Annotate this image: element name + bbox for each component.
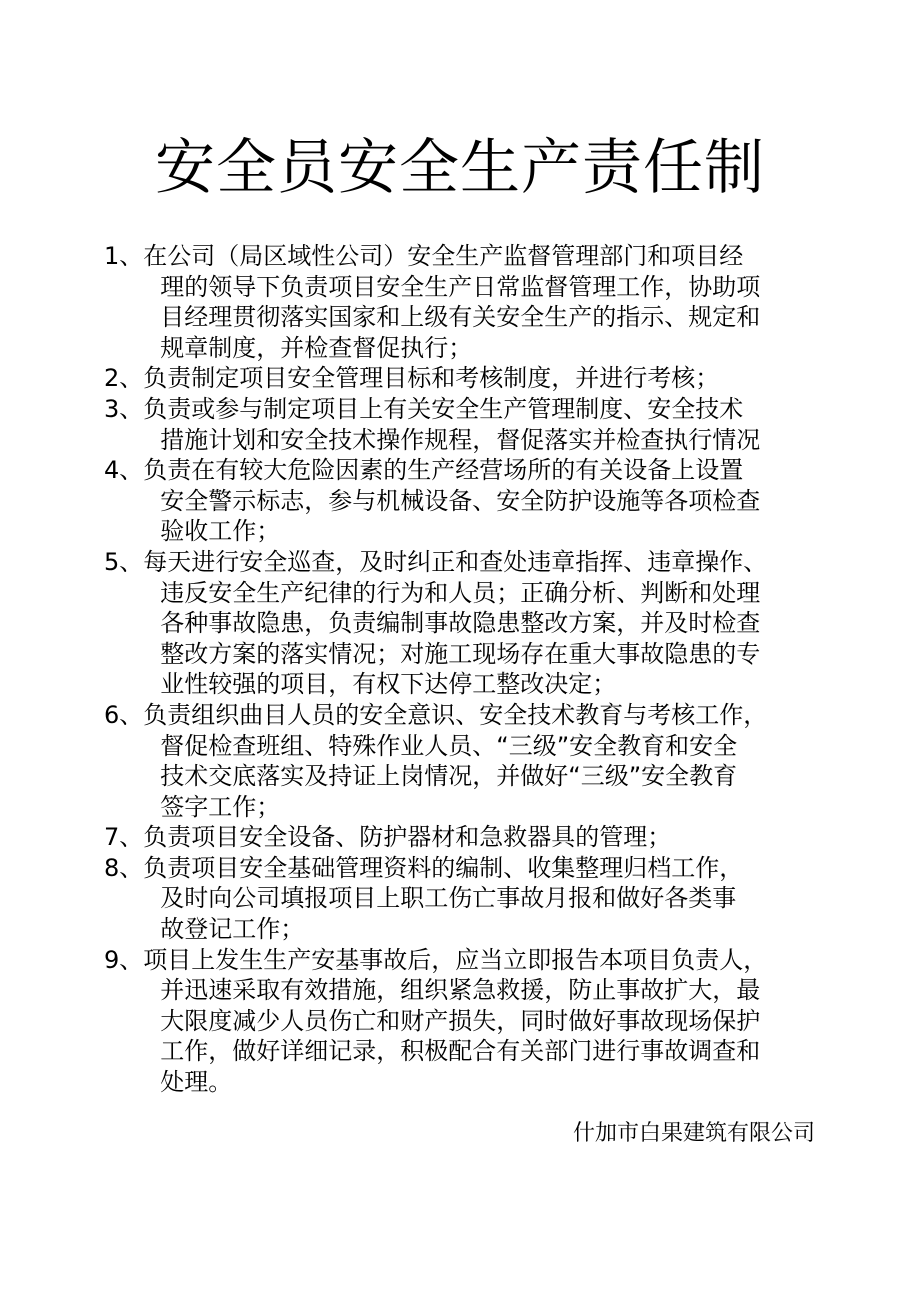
item-text: 每天进行安全巡查，及时纠正和查处违章指挥、违章操作、 违反安全生产纪律的行为和人员；正确分析、判断和处理 各种事故隐患，负责编制事故隐患整改方案，并及时检查 整改方案的落实情况；对施工现场存在重大事故隐患的专 业性较强的项目，有权下达停工整改决定；: [143, 547, 768, 699]
list-item: [104, 363, 824, 394]
item-text: 负责或参与制定项目上有关安全生产管理制度、安全技术 措施计划和安全技术操作规程，督促落实并检查执行情况: [143, 394, 761, 454]
item-number: 6、: [104, 700, 144, 729]
list-item: [104, 547, 824, 700]
item-text: 在公司（局区域性公司）安全生产监督管理部门和项目经 理的领导下负责项目安全生产日常监督管理工作，协助项 目经理贯彻落实国家和上级有关安全生产的指示、规定和 规章制度，并检查督促执行；: [143, 242, 761, 362]
item-text: 负责组织曲目人员的安全意识、安全技术教育与考核工作， 督促检查班组、特殊作业人员、“三级”安全教育和安全 技术交底落实及持证上岗情况，并做好“三级”安全教育 签字工作；: [143, 700, 768, 821]
list-item: [104, 822, 824, 853]
document-title: 安全员安全生产责任制: [155, 133, 765, 203]
list-item: [104, 700, 824, 822]
list-item: [104, 394, 824, 455]
item-text: 负责在有较大危险因素的生产经营场所的有关设备上设置 安全警示标志，参与机械设备、安全防护设施等各项检查 验收工作；: [143, 456, 761, 546]
item-number: 9、: [104, 945, 144, 974]
list-item: [104, 853, 824, 945]
item-number: 5、: [104, 547, 144, 576]
item-number: 3、: [104, 394, 144, 423]
item-text: 负责项目安全基础管理资料的编制、收集整理归档工作， 及时向公司填报项目上职工伤亡事故月报和做好各类事 故登记工作；: [143, 853, 744, 944]
item-number: 8、: [104, 853, 144, 882]
item-number: 7、: [104, 823, 144, 852]
item-text: 负责项目安全设备、防护器材和急救器具的管理；: [143, 823, 672, 852]
item-number: 1、: [104, 242, 144, 270]
item-text: 负责制定项目安全管理目标和考核制度，并进行考核；: [143, 364, 720, 393]
list-item: [104, 945, 824, 1098]
item-text: 项目上发生生产安基事故后，应当立即报告本项目负责人， 并迅速采取有效措施，组织紧急救援，防止事故扩大，最 大限度减少人员伤亡和财产损失，同时做好事故现场保护 工作，做好详细记录，积极配合有关部门进行事故调查和 处理。: [143, 945, 768, 1097]
responsibility-list: [104, 241, 824, 1098]
list-item: [104, 455, 824, 547]
company-name: 什加市白果建筑有限公司: [572, 1121, 815, 1146]
item-number: 4、: [104, 456, 144, 485]
list-item: [104, 241, 824, 363]
item-number: 2、: [104, 364, 144, 393]
